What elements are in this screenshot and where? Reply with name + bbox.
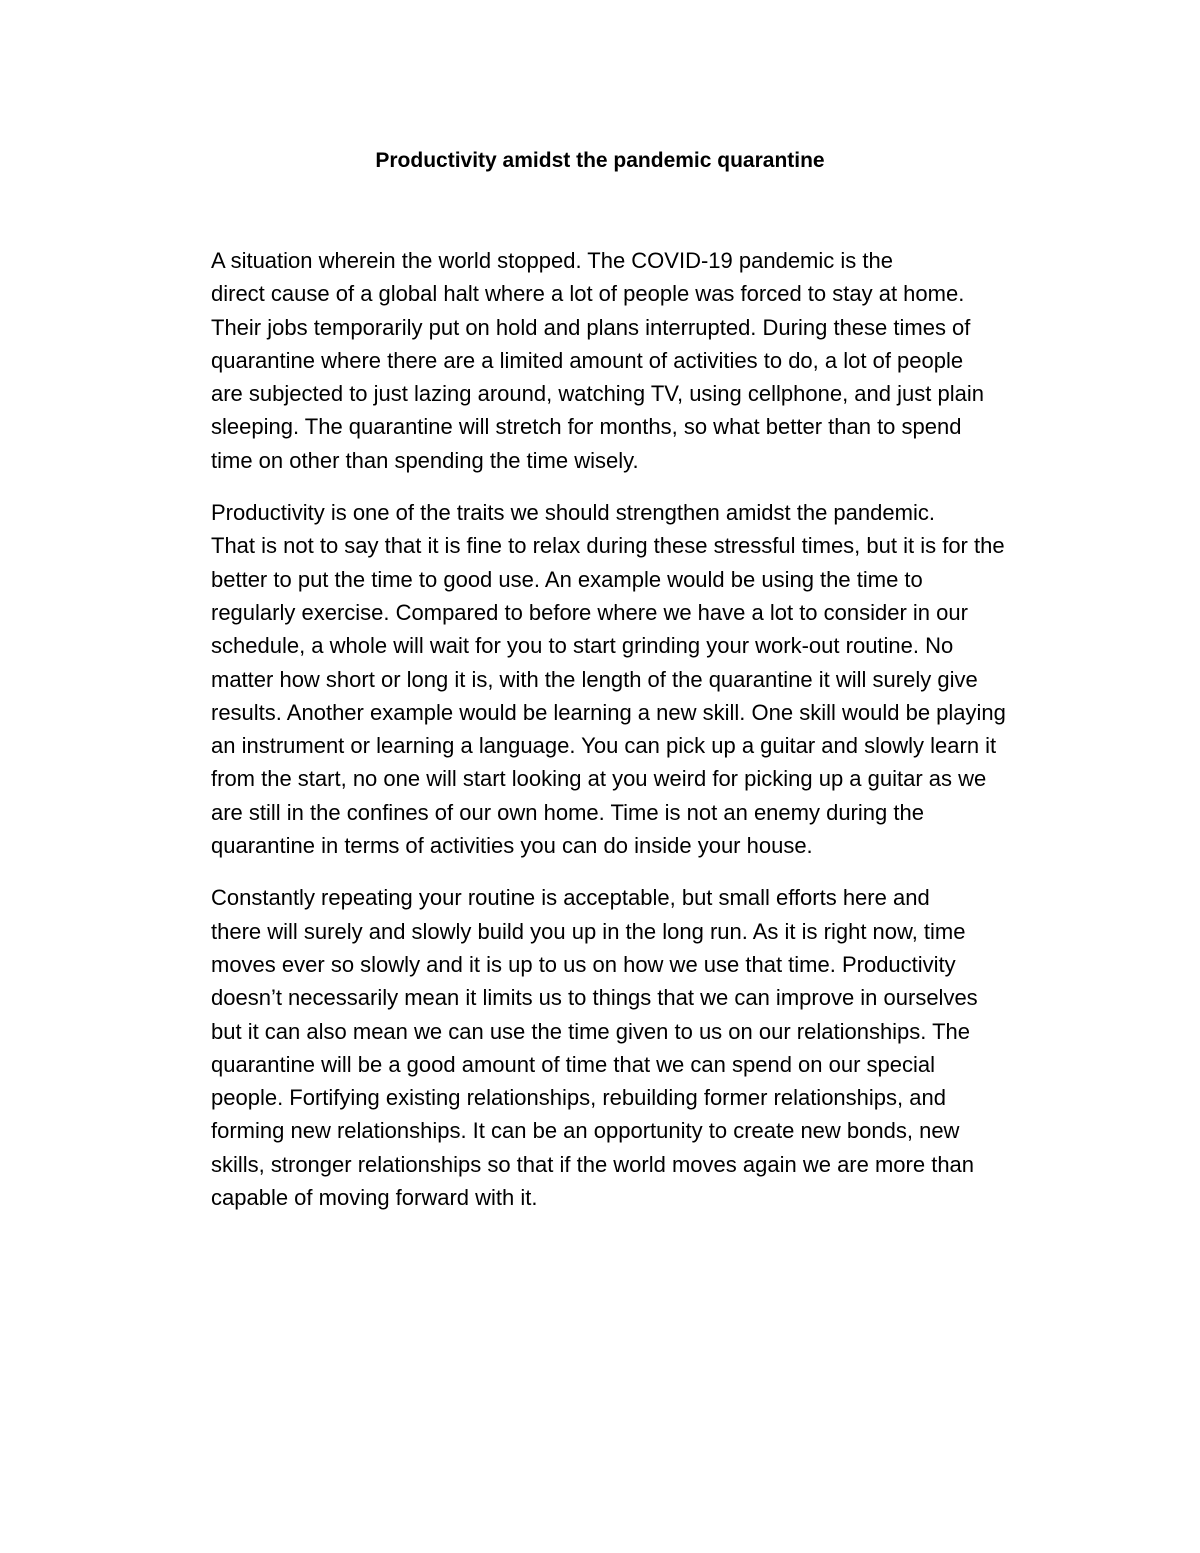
text-line: quarantine will be a good amount of time that we can spend on our special: [211, 1051, 936, 1077]
text-line: matter how short or long it is, with the length of the quarantine it will surely give: [211, 666, 978, 692]
text-line: That is not to say that it is fine to relax during these stressful times, but it is for the: [211, 533, 1005, 559]
text-line: better to put the time to good use. An example would be using the time to: [211, 566, 923, 592]
text-line: quarantine in terms of activities you can do inside your house.: [211, 833, 813, 859]
text-line: direct cause of a global halt where a lot of people was forced to stay at home.: [211, 281, 965, 307]
paragraph-3: [144, 881, 1066, 1214]
text-line: Their jobs temporarily put on hold and plans interrupted. During these times of: [211, 314, 971, 340]
text-line: schedule, a whole will wait for you to start grinding your work-out routine. No: [211, 633, 954, 659]
text-line: regularly exercise. Compared to before where we have a lot to consider in our: [211, 599, 968, 625]
text-line: capable of moving forward with it.: [211, 1185, 538, 1211]
text-line: moves ever so slowly and it is up to us on how we use that time. Productivity: [211, 951, 956, 977]
text-line: forming new relationships. It can be an opportunity to create new bonds, new: [211, 1118, 960, 1144]
text-line: are subjected to just lazing around, watching TV, using cellphone, and just plain: [211, 381, 984, 407]
text-line: doesn’t necessarily mean it limits us to things that we can improve in ourselves: [211, 985, 978, 1011]
text-line: quarantine where there are a limited amount of activities to do, a lot of people: [211, 347, 964, 373]
paragraph-1: [144, 244, 1066, 477]
paragraph-2: [144, 496, 1066, 862]
text-line: sleeping. The quarantine will stretch for months, so what better than to spend: [211, 414, 962, 440]
text-line: but it can also mean we can use the time given to us on our relationships. The: [211, 1018, 971, 1044]
text-line: an instrument or learning a language. You can pick up a guitar and slowly learn it: [211, 733, 997, 759]
text-line: people. Fortifying existing relationships, rebuilding former relationships, and: [211, 1085, 946, 1111]
text-line: are still in the confines of our own home. Time is not an enemy during the: [211, 799, 924, 825]
text-line: Constantly repeating your routine is acceptable, but small efforts here and: [211, 885, 930, 911]
text-line: there will surely and slowly build you up in the long run. As it is right now, time: [211, 918, 966, 944]
document-title: Productivity amidst the pandemic quarantine: [375, 149, 825, 172]
text-line: time on other than spending the time wisely.: [211, 447, 639, 473]
text-line: Productivity is one of the traits we should strengthen amidst the pandemic.: [211, 500, 935, 526]
document-body: [144, 244, 1066, 1233]
text-line: from the start, no one will start looking at you weird for picking up a guitar as we: [211, 766, 987, 792]
text-line: A situation wherein the world stopped. The COVID-19 pandemic is the: [211, 248, 893, 273]
text-line: skills, stronger relationships so that if the world moves again we are more than: [211, 1151, 975, 1177]
text-line: results. Another example would be learning a new skill. One skill would be playing: [211, 699, 1006, 725]
